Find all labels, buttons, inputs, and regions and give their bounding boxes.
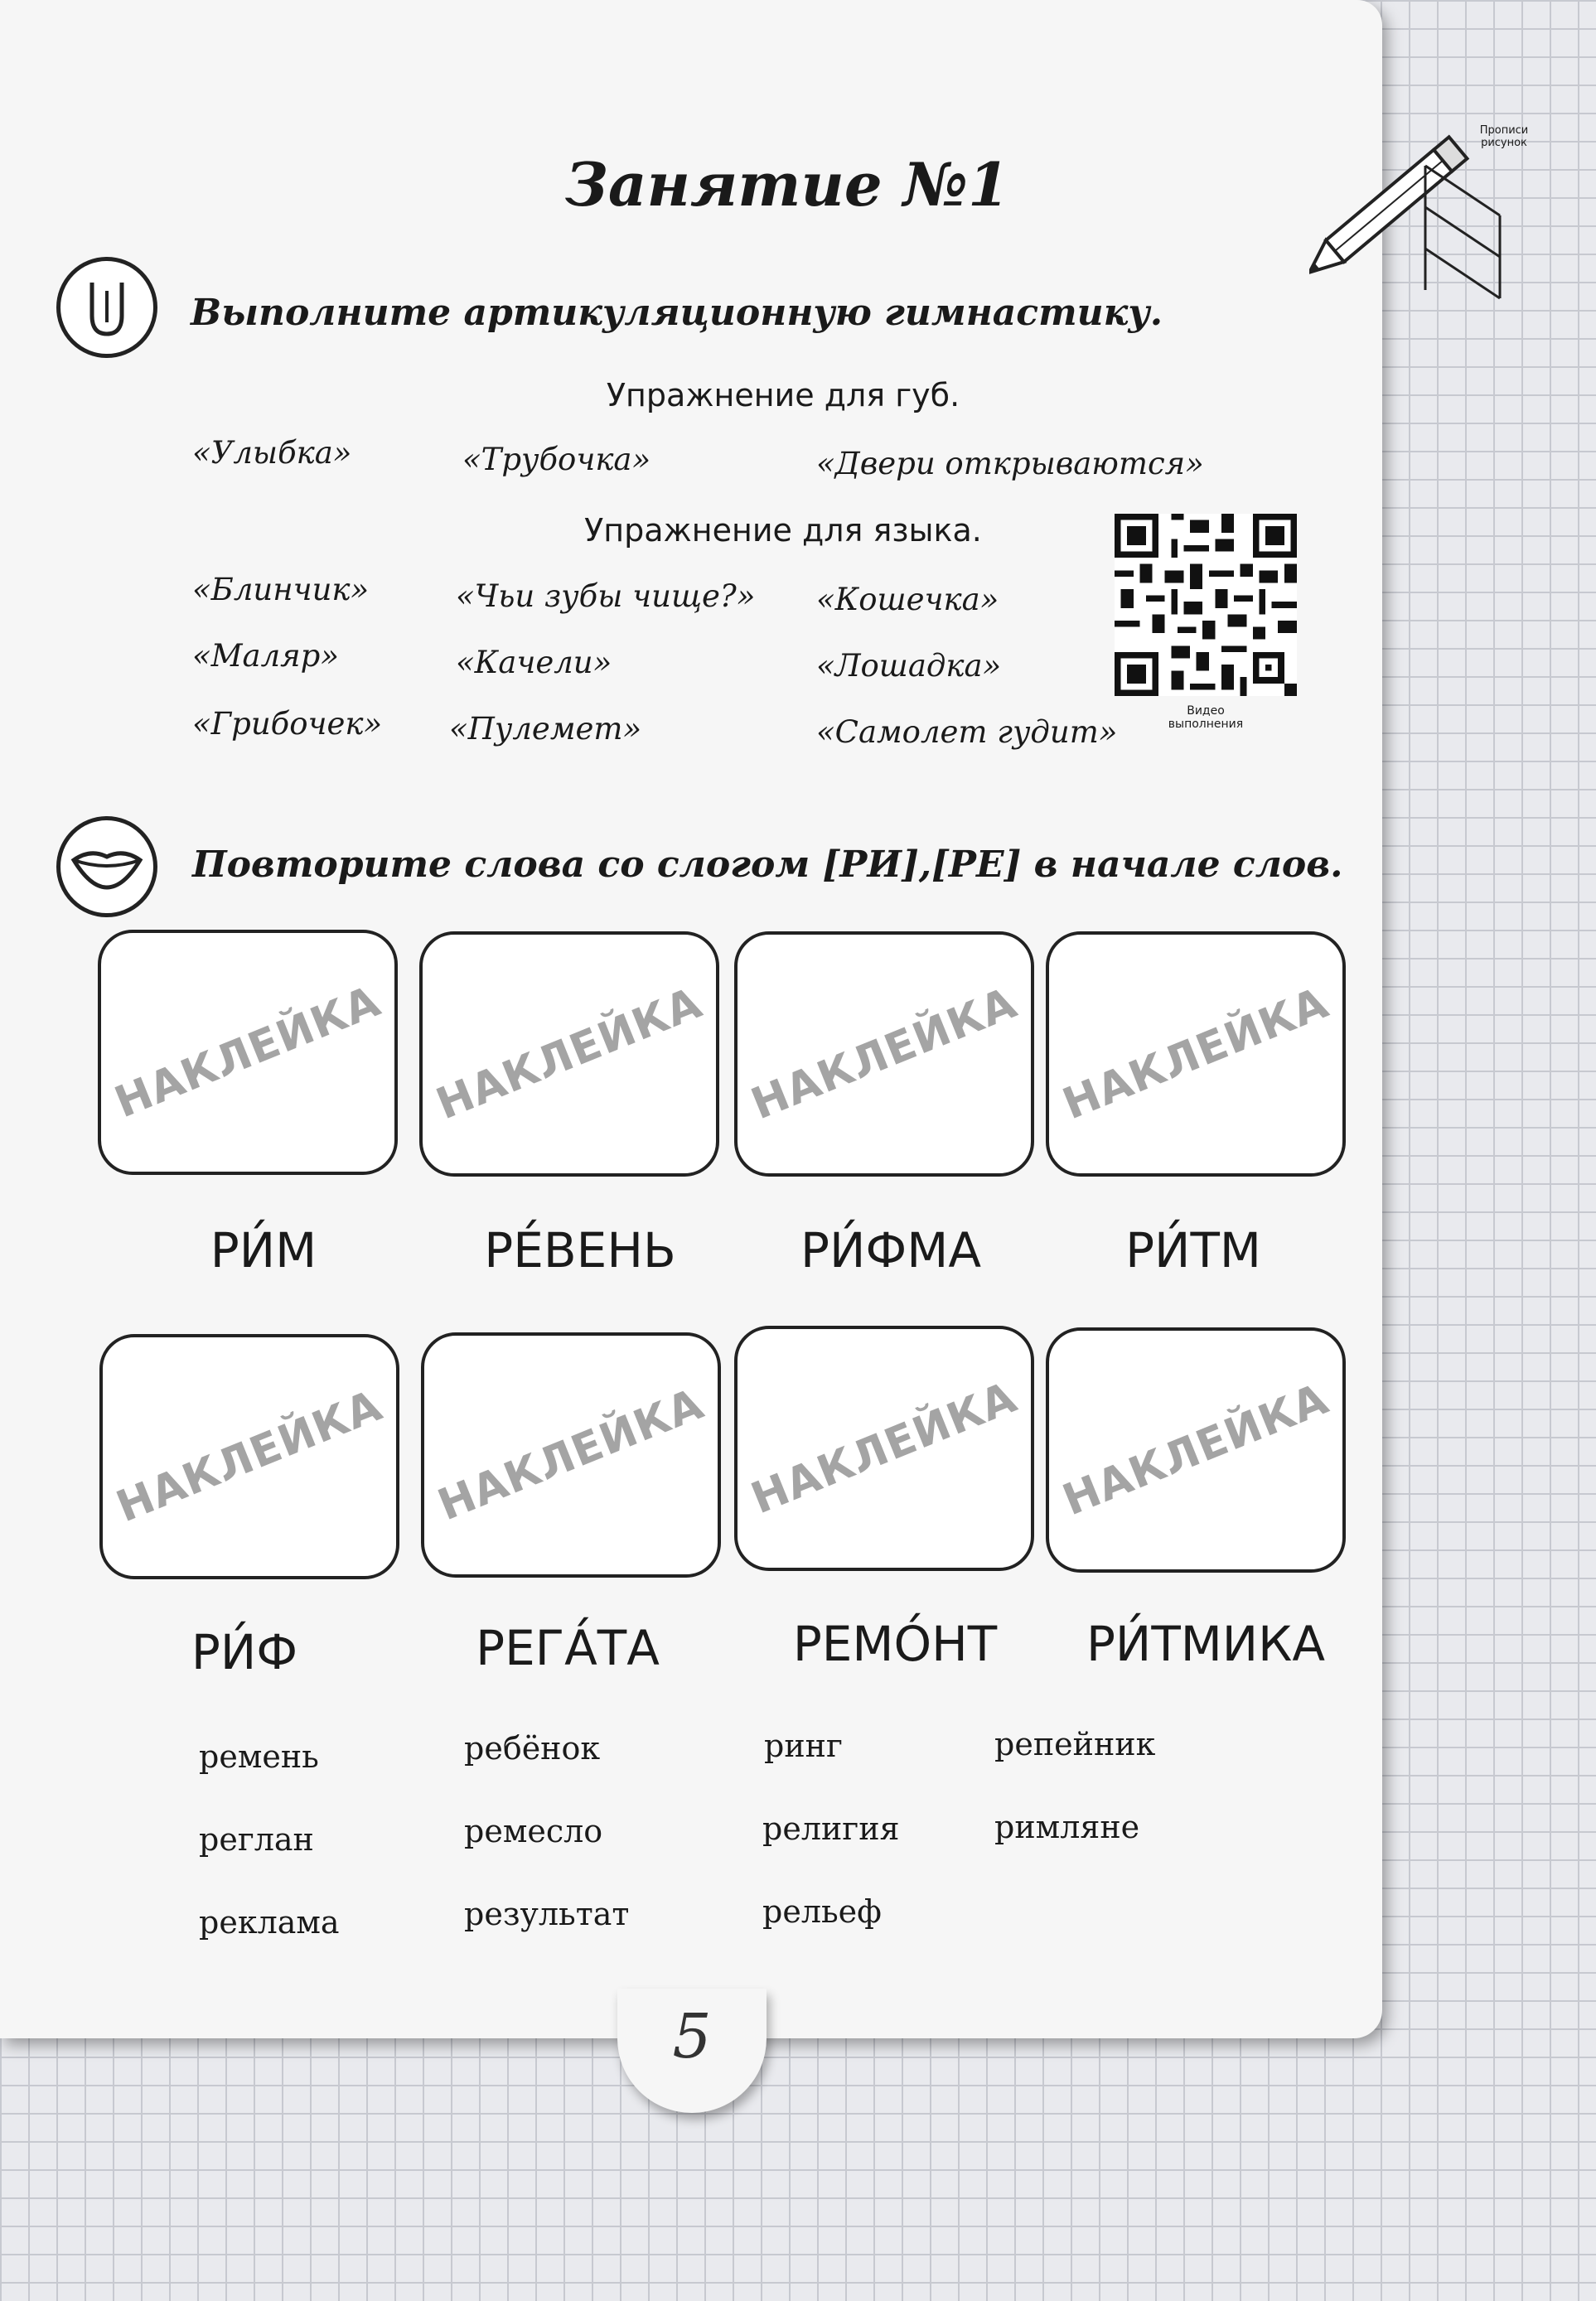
sticker-label: НАКЛЕЙКА — [431, 1379, 711, 1531]
target-word: РЕГА́ТА — [476, 1620, 660, 1676]
lips-exercise: «Улыбка» — [192, 435, 352, 471]
sticker-label: НАКЛЕЙКА — [1056, 978, 1336, 1130]
practice-word: репейник — [994, 1726, 1156, 1762]
target-word: РИ́Ф — [191, 1624, 298, 1680]
tongue-exercise: «Лошадка» — [816, 648, 1002, 684]
lips-icon — [56, 816, 157, 917]
sticker-label: НАКЛЕЙКА — [744, 1372, 1024, 1525]
practice-word: римляне — [994, 1809, 1140, 1845]
tongue-subtitle: Упражнение для языка. — [584, 512, 982, 549]
section1-heading: Выполните артикуляционную гимнастику. — [191, 292, 1163, 334]
sticker-label: НАКЛЕЙКА — [109, 1380, 389, 1533]
sticker-label: НАКЛЕЙКА — [1056, 1374, 1336, 1526]
tongue-exercise: «Пулемет» — [449, 711, 642, 747]
tongue-exercise: «Маляр» — [192, 638, 339, 674]
sticker-slot[interactable] — [99, 1334, 399, 1579]
sticker-slot[interactable] — [1046, 931, 1346, 1177]
sticker-label: НАКЛЕЙКА — [108, 976, 388, 1129]
tongue-exercise: «Чьи зубы чище?» — [456, 578, 756, 614]
practice-word: реклама — [199, 1904, 340, 1941]
sticker-label: НАКЛЕЙКА — [744, 978, 1024, 1130]
practice-word: рельеф — [762, 1893, 882, 1930]
target-word: РИ́ТМИКА — [1086, 1616, 1326, 1672]
tongue-exercise: «Качели» — [456, 645, 612, 680]
sticker-slot[interactable] — [98, 930, 398, 1175]
qr-caption: Видео выполнения — [1168, 704, 1244, 731]
tongue-exercise: «Самолет гудит» — [816, 714, 1118, 750]
target-word: РЕ́ВЕНЬ — [484, 1222, 676, 1279]
tongue-exercise: «Грибочек» — [192, 706, 383, 742]
target-word: РИ́ТМ — [1125, 1222, 1261, 1279]
lips-subtitle: Упражнение для губ. — [606, 377, 960, 413]
target-word: РИ́М — [210, 1222, 317, 1279]
sticker-slot[interactable] — [421, 1332, 721, 1578]
pencil-note: Прописи рисунок — [1479, 124, 1529, 149]
sticker-label: НАКЛЕЙКА — [429, 978, 709, 1130]
tongue-exercise: «Блинчик» — [192, 572, 370, 607]
lips-exercise: «Двери открываются» — [816, 446, 1204, 481]
tongue-icon — [56, 257, 157, 358]
sticker-slot[interactable] — [734, 1326, 1034, 1571]
practice-word: ремень — [199, 1738, 319, 1775]
qr-code-icon[interactable] — [1115, 514, 1297, 696]
sticker-slot[interactable] — [1046, 1327, 1346, 1573]
sticker-slot[interactable] — [419, 931, 719, 1177]
practice-word: результат — [464, 1896, 630, 1932]
sticker-slot[interactable] — [734, 931, 1034, 1177]
target-word: РИ́ФМА — [800, 1222, 981, 1279]
target-word: РЕМО́НТ — [792, 1616, 998, 1672]
practice-word: ринг — [764, 1728, 843, 1764]
practice-word: ремесло — [464, 1813, 603, 1849]
page-number: 5 — [672, 2001, 712, 2072]
page-title: Занятие №1 — [564, 149, 1010, 220]
lips-exercise: «Трубочка» — [462, 442, 651, 477]
tongue-exercise: «Кошечка» — [816, 582, 999, 617]
practice-word: религия — [762, 1810, 900, 1847]
practice-word: реглан — [199, 1821, 314, 1858]
practice-word: ребёнок — [464, 1730, 601, 1767]
section2-heading: Повторите слова со слогом [РИ],[РЕ] в начале слов. — [192, 844, 1343, 886]
